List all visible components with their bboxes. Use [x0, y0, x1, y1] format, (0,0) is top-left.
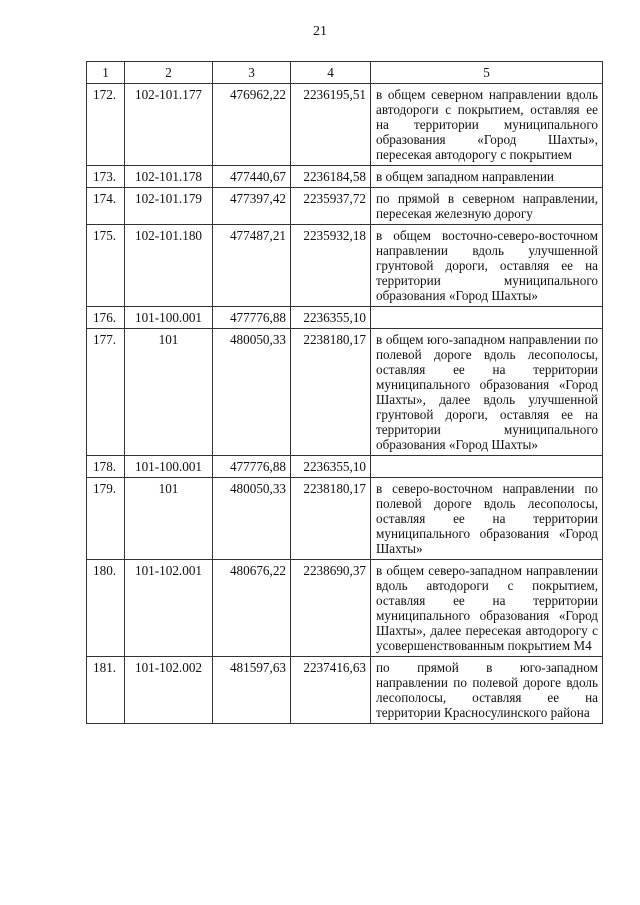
point-designation: 101	[125, 478, 213, 560]
boundary-points-table	[86, 61, 603, 724]
point-designation: 101	[125, 329, 213, 456]
x-coordinate: 481597,63	[213, 657, 291, 724]
x-coordinate: 480050,33	[213, 329, 291, 456]
point-designation: 102-101.178	[125, 166, 213, 188]
table-row	[87, 307, 603, 329]
boundary-description: в общем западном направлении	[371, 166, 603, 188]
row-number: 172.	[87, 84, 125, 166]
y-coordinate: 2237416,63	[291, 657, 371, 724]
point-designation: 101-102.001	[125, 560, 213, 657]
y-coordinate: 2236355,10	[291, 456, 371, 478]
row-number: 174.	[87, 188, 125, 225]
boundary-description	[371, 307, 603, 329]
row-number: 178.	[87, 456, 125, 478]
y-coordinate: 2236195,51	[291, 84, 371, 166]
row-number: 181.	[87, 657, 125, 724]
table-row	[87, 456, 603, 478]
table-row	[87, 478, 603, 560]
row-number: 175.	[87, 225, 125, 307]
row-number: 177.	[87, 329, 125, 456]
point-designation: 102-101.177	[125, 84, 213, 166]
y-coordinate: 2238690,37	[291, 560, 371, 657]
point-designation: 102-101.180	[125, 225, 213, 307]
y-coordinate: 2238180,17	[291, 329, 371, 456]
table-row	[87, 329, 603, 456]
boundary-description: в северо-восточном направлении по полевой дороге вдоль лесополосы, оставляя ее на территории муниципального образования «Город Шахты»	[371, 478, 603, 560]
x-coordinate: 477397,42	[213, 188, 291, 225]
table-row	[87, 657, 603, 724]
point-designation: 101-100.001	[125, 307, 213, 329]
row-number: 180.	[87, 560, 125, 657]
x-coordinate: 477440,67	[213, 166, 291, 188]
x-coordinate: 477776,88	[213, 307, 291, 329]
table-row	[87, 560, 603, 657]
point-designation: 101-100.001	[125, 456, 213, 478]
y-coordinate: 2238180,17	[291, 478, 371, 560]
point-designation: 102-101.179	[125, 188, 213, 225]
boundary-description	[371, 456, 603, 478]
x-coordinate: 480050,33	[213, 478, 291, 560]
boundary-description: в общем северном направлении вдоль автодороги с покрытием, оставляя ее на территории муниципального образования «Город Шахты», пересекая автодорогу с покрытием	[371, 84, 603, 166]
y-coordinate: 2236355,10	[291, 307, 371, 329]
y-coordinate: 2235932,18	[291, 225, 371, 307]
boundary-description: по прямой в юго-западном направлении по полевой дороге вдоль лесополосы, оставляя ее на территории Красносулинского района	[371, 657, 603, 724]
row-number: 176.	[87, 307, 125, 329]
column-header-3: 3	[213, 62, 291, 84]
column-header-2: 2	[125, 62, 213, 84]
x-coordinate: 477487,21	[213, 225, 291, 307]
x-coordinate: 480676,22	[213, 560, 291, 657]
table-row	[87, 188, 603, 225]
y-coordinate: 2236184,58	[291, 166, 371, 188]
x-coordinate: 477776,88	[213, 456, 291, 478]
boundary-description: в общем северо-западном направлении вдоль автодороги с покрытием, оставляя ее на территории муниципального образования «Город Шахты», далее пересекая автодорогу с усовершенствованным покрытием М4	[371, 560, 603, 657]
column-header-4: 4	[291, 62, 371, 84]
point-designation: 101-102.002	[125, 657, 213, 724]
table-row	[87, 166, 603, 188]
x-coordinate: 476962,22	[213, 84, 291, 166]
column-header-1: 1	[87, 62, 125, 84]
table-row	[87, 84, 603, 166]
y-coordinate: 2235937,72	[291, 188, 371, 225]
boundary-description: в общем юго-западном направлении по полевой дороге вдоль лесополосы, оставляя ее на территории муниципального образования «Город Шахты», далее вдоль улучшенной грунтовой дороги, оставляя ее на территории муниципального образования «Город Шахты»	[371, 329, 603, 456]
page-number: 21	[313, 24, 327, 39]
table-header-row	[87, 62, 603, 84]
row-number: 173.	[87, 166, 125, 188]
boundary-description: по прямой в северном направлении, пересекая железную дорогу	[371, 188, 603, 225]
row-number: 179.	[87, 478, 125, 560]
table-row	[87, 225, 603, 307]
boundary-description: в общем восточно-северо-восточном направлении вдоль улучшенной грунтовой дороги, оставляя ее на территории муниципального образования «Город Шахты»	[371, 225, 603, 307]
column-header-5: 5	[371, 62, 603, 84]
